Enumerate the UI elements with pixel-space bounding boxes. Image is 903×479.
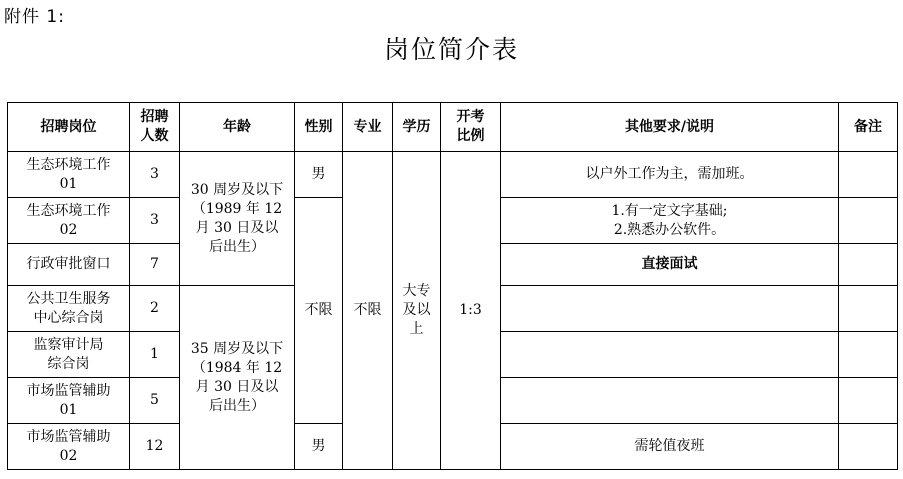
document-title: 岗位简介表: [383, 35, 519, 64]
count-cell: 3: [130, 198, 180, 244]
requirements-cell: [501, 378, 839, 424]
gender-cell-unlimited: 不限: [295, 198, 343, 424]
position-cell: 监察审计局 综合岗: [8, 332, 130, 378]
count-cell: 1: [130, 332, 180, 378]
requirements-cell: [501, 332, 839, 378]
count-cell: 7: [130, 244, 180, 286]
attachment-label: 附件 1:: [4, 7, 65, 27]
gender-cell: 男: [295, 424, 343, 470]
count-cell: 12: [130, 424, 180, 470]
position-cell: 市场监管辅助 02: [8, 424, 130, 470]
education-cell: 大专 及以 上: [393, 152, 441, 470]
age-cell-group-2: 35 周岁及以下 （1984 年 12 月 30 日及以 后出生）: [180, 286, 295, 470]
header-ratio: 开考 比例: [441, 103, 501, 152]
header-gender: 性别: [295, 103, 343, 152]
remarks-cell: [839, 198, 898, 244]
remarks-cell: [839, 244, 898, 286]
age-cell-group-1: 30 周岁及以下 （1989 年 12 月 30 日及以 后出生）: [180, 152, 295, 286]
remarks-cell: [839, 378, 898, 424]
requirements-cell: 需轮值夜班: [501, 424, 839, 470]
position-cell: 行政审批窗口: [8, 244, 130, 286]
header-position: 招聘岗位: [8, 103, 130, 152]
requirements-cell: 1.有一定文字基础; 2.熟悉办公软件。: [501, 198, 839, 244]
header-row: [8, 103, 898, 152]
position-cell: 市场监管辅助 01: [8, 378, 130, 424]
remarks-cell: [839, 286, 898, 332]
count-cell: 3: [130, 152, 180, 198]
header-major: 专业: [343, 103, 393, 152]
count-cell: 2: [130, 286, 180, 332]
position-cell: 生态环境工作 01: [8, 152, 130, 198]
position-table: [7, 102, 898, 470]
header-age: 年龄: [180, 103, 295, 152]
requirements-cell: 以户外工作为主，需加班。: [501, 152, 839, 198]
header-education: 学历: [393, 103, 441, 152]
header-count: 招聘 人数: [130, 103, 180, 152]
position-cell: 生态环境工作 02: [8, 198, 130, 244]
table-row: [8, 152, 898, 198]
header-requirements: 其他要求/说明: [501, 103, 839, 152]
ratio-cell: 1:3: [441, 152, 501, 470]
requirements-cell: [501, 286, 839, 332]
remarks-cell: [839, 332, 898, 378]
position-cell: 公共卫生服务 中心综合岗: [8, 286, 130, 332]
header-remarks: 备注: [839, 103, 898, 152]
count-cell: 5: [130, 378, 180, 424]
requirements-cell: 直接面试: [501, 244, 839, 286]
remarks-cell: [839, 424, 898, 470]
remarks-cell: [839, 152, 898, 198]
gender-cell: 男: [295, 152, 343, 198]
major-cell: 不限: [343, 152, 393, 470]
